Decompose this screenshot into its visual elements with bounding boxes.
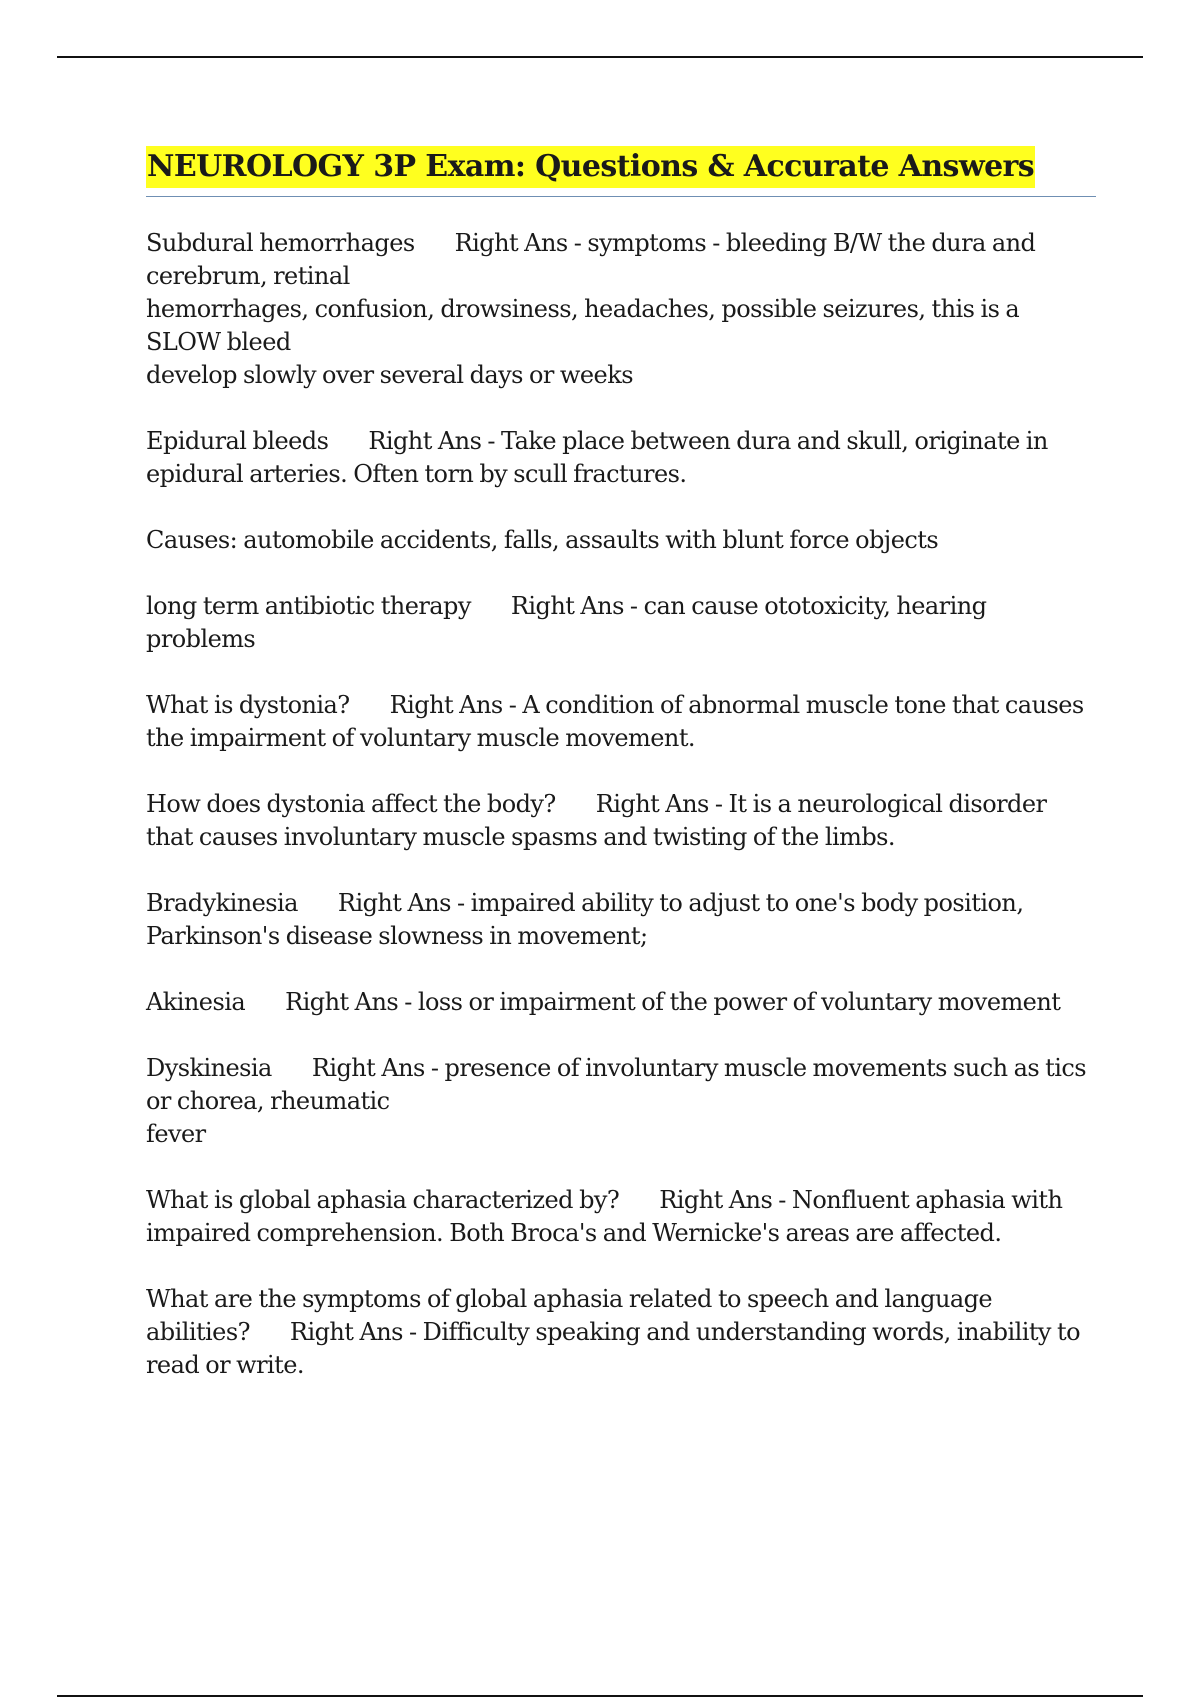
- question-text: What is global aphasia characterized by?: [146, 1186, 620, 1214]
- qa-entry-epidural: [146, 425, 1096, 491]
- page-bottom-rule: [57, 1695, 1143, 1697]
- question-text: What is dystonia?: [146, 691, 350, 719]
- question-text: Subdural hemorrhages: [146, 229, 415, 257]
- title-block: [146, 146, 1096, 197]
- qa-entry-subdural: [146, 227, 1096, 392]
- causes-note: [146, 524, 1096, 557]
- answer-text: Right Ans - Nonfluent aphasia with impaired comprehension. Both Broca's and Wernicke's areas are affected.: [146, 1186, 1063, 1247]
- answer-text: Right Ans - Difficulty speaking and understanding words, inability to read or write.: [146, 1318, 1080, 1379]
- answer-text: Right Ans - It is a neurological disorder that causes involuntary muscle spasms and twisting of the limbs.: [146, 790, 1047, 851]
- answer-text: Right Ans - loss or impairment of the power of voluntary movement: [285, 988, 1061, 1016]
- qa-entry-dystonia-effect: [146, 788, 1096, 854]
- qa-entry-global-aphasia: [146, 1184, 1096, 1250]
- answer-text: Right Ans - symptoms - bleeding B/W the dura and cerebrum, retinal: [146, 229, 1036, 290]
- document-title: NEUROLOGY 3P Exam: Questions & Accurate Answers: [146, 146, 1035, 188]
- qa-entry-antibiotic: [146, 590, 1096, 656]
- question-text: Akinesia: [146, 988, 246, 1016]
- document-body: [146, 146, 1096, 1415]
- question-text: Bradykinesia: [146, 889, 298, 917]
- qa-entry-global-aphasia-symptoms: [146, 1283, 1096, 1382]
- answer-text: Right Ans - Take place between dura and skull, originate in epidural arteries. Often torn by scull fractures.: [146, 427, 1048, 488]
- answer-text: Causes: automobile accidents, falls, assaults with blunt force objects: [146, 526, 939, 554]
- question-text: What are the symptoms of global aphasia related to speech and language abilities?: [146, 1285, 993, 1346]
- question-text: Dyskinesia: [146, 1054, 272, 1082]
- page-top-rule: [57, 56, 1143, 58]
- qa-entry-akinesia: [146, 986, 1096, 1019]
- answer-text: Right Ans - A condition of abnormal muscle tone that causes the impairment of voluntary muscle movement.: [146, 691, 1084, 752]
- answer-text: Right Ans - impaired ability to adjust to one's body position, Parkinson's disease slowness in movement;: [146, 889, 1024, 950]
- answer-text: Right Ans - can cause ototoxicity, hearing problems: [146, 592, 987, 653]
- question-text: How does dystonia affect the body?: [146, 790, 556, 818]
- qa-entry-dystonia: [146, 689, 1096, 755]
- qa-entry-dyskinesia: [146, 1052, 1096, 1151]
- answer-text: fever: [146, 1120, 206, 1148]
- qa-entry-bradykinesia: [146, 887, 1096, 953]
- answer-text: hemorrhages, confusion, drowsiness, headaches, possible seizures, this is a SLOW bleed: [146, 295, 1020, 356]
- answer-text: Right Ans - presence of involuntary muscle movements such as tics or chorea, rheumatic: [146, 1054, 1087, 1115]
- answer-text: develop slowly over several days or weeks: [146, 361, 633, 389]
- question-text: long term antibiotic therapy: [146, 592, 471, 620]
- question-text: Epidural bleeds: [146, 427, 329, 455]
